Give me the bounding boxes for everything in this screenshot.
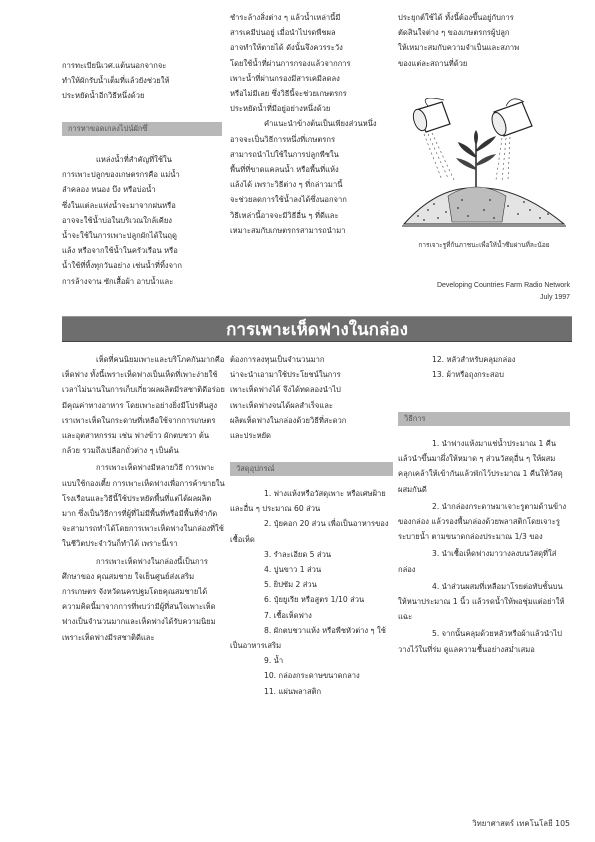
text-line: โดยใช้น้ำที่ผ่านการกรองแล้วจากการ (230, 58, 351, 68)
text-line: ซึ่งในแต่ละแห่งน้ำจะมาจากฝนหรือ (62, 200, 176, 210)
list-item: 5. จากนั้นคลุมด้วยหลัวหรือผ้าแล้วนำไปวางไว้ในที่ร่ม ดูแลความชื้นอย่างสม่ำเสมอ (398, 629, 562, 654)
list-item: 3. รำละเอียด 5 ส่วน (264, 549, 332, 559)
text-line: อาจจะใช้น้ำบ่อในบริเวณใกล้เคียง (62, 215, 172, 225)
text-line: ชำระล้างสิ่งต่าง ๆ แล้วน้ำเหล่านี้มี (230, 13, 341, 22)
article-title-banner (62, 316, 572, 342)
source-credit (398, 280, 570, 304)
list-item: 8. ผักตบชวาแห้ง หรือพืชหัวต่าง ๆ ใช้เป็นอาหารเสริม (230, 625, 386, 651)
bucket-left-icon (411, 98, 450, 132)
list-item: 12. หลัวสำหรับคลุมกล่อง (432, 355, 516, 364)
text-line: คำแนะนำข้างต้นเป็นเพียงส่วนหนึ่ง (264, 119, 377, 129)
text-line: จะช่วยลดการใช้น้ำลงได้ซึ่งนอกจาก (230, 195, 347, 205)
text-line: ประหยัดน้ำที่มีอยู่อย่างหนึ่งด้วย (230, 104, 331, 114)
paragraph: การเพาะเห็ดฟางในกล่องนี้เป็นการศึกษาของ คุณสมชาย ใจเย็นศูนย์ส่งเสริมการเกษตร จังหวัดนครปฐมโดยคุณสมชายได้ความคิดนี้มาจากการที่พบว่ามีผู้ที่สนใจเพาะเห็ดฟางเป็นจำนวนมากและเห็ดฟางได้รับความนิยมเพราะเห็ดฟางมีรสชาติดีและ (62, 556, 216, 642)
list-item: 1. ฟางแห้งหรือวัสดุเพาะ หรือเศษฝ้ายและอื่น ๆ ประมาณ 60 ส่วน (230, 489, 386, 514)
bottom-col3-items (398, 352, 568, 382)
text-line: อาจจะเป็นวิธีการหนึ่งที่เกษตรกร (230, 134, 336, 144)
list-item: 2. ปุ๋ยคอก 20 ส่วน เพื่อเป็นอาหารของเชื้อเห็ด (230, 519, 389, 544)
list-item: 2. นำกล่องกระดาษมาเจาะรูตามด้านข้างของกล่อง แล้วรองพื้นกล่องด้วยพลาสติกโดยเจาะรูระบายน้ำ ตามขนาดกล่องประมาณ 1/3 ของ (398, 501, 567, 542)
method-list (398, 436, 568, 657)
text-line: เพาะน้ำที่ผ่านกรองมีสารเคมีลดลง (230, 73, 340, 83)
text-line: แหล่งน้ำที่สำคัญที่ใช้ใน (96, 155, 172, 164)
text-line: อาจทำให้ตายได้ ดังนั้นจึงควรระวัง (230, 43, 343, 53)
method-heading: วิธีการ (398, 412, 570, 426)
text-line: ประหยัดน้ำอีกวิธีหนึ่งด้วย (62, 91, 145, 101)
text-line: พื้นที่ที่ขาดแคลนน้ำ หรือพื้นที่แห้ง (230, 165, 339, 175)
text-line: สารเคมีปนอยู่ เมื่อนำไปรดพืชผล (230, 28, 336, 38)
plant-icon (456, 130, 496, 194)
materials-heading: วัสดุอุปกรณ์ (230, 462, 393, 476)
text-line: สามารถนำไปใช้ในการปลูกพืชใน (230, 149, 339, 159)
top-col1-intro (62, 58, 225, 104)
paragraph: การเพาะเห็ดฟางมีหลายวิธี การเพาะแบบใช้กองเตี้ย การเพาะเห็ดฟางเพื่อการค้าขายในโรงเรือนและวิธีนี้ใช้ประหยัดพื้นที่แต่ได้ผลผลิตมาก ซึ่งเป็นวิธีการที่ผู้ที่ไม่มีพื้นที่หรือมีพื้นที่จำกัดจะสามารถทำได้โดยการเพาะเห็ดฟางในกล่องที่ใช้ในชีวิตประจำวันก็ทำได้ เพราะนี้เรา (62, 463, 225, 549)
list-item: 7. เชื้อเห็ดฟาง (264, 610, 312, 620)
bottom-col1-body (62, 352, 225, 645)
list-item: 4. นำส่วนผสมที่เหลือมาโรยต่อทับชั้นบนให้หนาประมาณ 1 นิ้ว แล้วรดน้ำให้พอชุ่มแต่อย่าให้แฉะ (398, 581, 565, 622)
list-item: 5. ยิปซัม 2 ส่วน (264, 580, 317, 590)
text-line: การเพาะปลูกของเกษตรกรคือ แม่น้ำ (62, 170, 180, 180)
list-item: 3. นำเชื้อเห็ดฟางมาวางลงบนวัสดุที่ใส่กล่อง (398, 549, 557, 574)
text-line: ให้เหมาะสมกับความจำเป็นและสภาพ (398, 43, 520, 53)
list-item: 9. น้ำ (264, 656, 284, 666)
credit-date: July 1997 (540, 294, 570, 301)
text-line: แล้งได้ เพราะวิธีต่าง ๆ ที่กล่าวมานี้ (230, 180, 343, 190)
text-line: ลำคลอง หนอง บึง หรือบ่อน้ำ (62, 185, 156, 195)
text-line: หรือไม่มีเลย ซึ่งวิธีนี้จะช่วยเกษตรกร (230, 89, 347, 99)
text-line: ผลิตเห็ดฟางในกล่องด้วยวิธีที่สะดวก (230, 415, 347, 425)
water-stream-icon (424, 133, 510, 182)
text-line: เพาะเห็ดฟางได้ จึงได้ทดลองนำไป (230, 385, 341, 395)
text-line: แล้ง หรือจากใช้น้ำในครัวเรือน หรือ (62, 246, 178, 256)
text-line: การล้างจาน ซักเสื้อผ้า อาบน้ำและ (62, 276, 174, 286)
text-line: การทะเบียนิเวศ.แต้นนอกจากจะ (62, 61, 167, 70)
watering-illustration (398, 98, 570, 238)
text-line: วิธีเหล่านี้อาจจะมีวิธีอื่น ๆ ที่ดีและ (230, 210, 339, 220)
top-col3-body (398, 10, 568, 71)
text-line: และประหยัด (230, 431, 271, 441)
list-item: 6. ปุ๋ยยูเรีย หรือสูตร 1/10 ส่วน (264, 595, 365, 605)
text-line: ประยุกต์ใช้ได้ ทั้งนี้ต้องขึ้นอยู่กับการ (398, 13, 514, 22)
list-item: 4. ปูนขาว 1 ส่วน (264, 565, 322, 575)
page-footer: วิทยาศาสตร์ เทคโนโลยี 105 (472, 819, 570, 828)
text-line: เหมาะสมกับเกษตรกรสามารถนำมา (230, 225, 346, 235)
list-item: 13. ผ้าหรือถุงกระสอบ (432, 370, 504, 380)
section-heading-gray: การหาขอดเกลงไปน์ผักซึ่ (62, 122, 222, 136)
text-line: ต้องการลงทุนเป็นจำนวนมาก (230, 355, 325, 364)
list-item: 1. นำฟางแห้งมาแช่น้ำประมาณ 1 คืน แล้วนำขึ้นมาผึ่งให้หมาด ๆ ส่วนวัสดุอื่น ๆ ให้ผสมคลุกเคล้าให้เข้ากันแล้วพักไว้ประมาณ 1 คืนให้วัสดุผสมกันดี (398, 439, 563, 494)
text-line: ตัดสินใจต่าง ๆ ของเกษตรกรผู้ปลูก (398, 28, 510, 38)
paragraph: เห็ดที่คนนิยมเพาะและบริโภคกันมากคือ เห็ดฟาง ทั้งนี้เพราะเห็ดฟางเป็นเห็ดที่เพาะง่ายใช้เวลาไม่นานในการเก็บเกี่ยวผลผลิตมีรสชาติดีอร่อย มีคุณค่าทางอาหาร โดยเพาะอย่างยิ่งมีโปรตีนสูงเราเพาะเห็ดในกระดาษที่เหลือใช้จากการเกษตรและอุตสาหกรรม เช่น ฟางข้าว ผักตบชวา ต้นกล้วย รวมถึงเปลือกถั่วต่าง ๆ เป็นต้น (62, 355, 225, 456)
list-item: 10. กล่องกระดาษขนาดกลาง (264, 671, 360, 681)
bottom-col2-intro (230, 352, 393, 443)
article-title: การเพาะเห็ดฟางในกล่อง (226, 320, 408, 340)
text-line: น้ำจะใช้ในการเพาะปลูกผักได้ในฤดู (62, 231, 177, 241)
text-line: ทำให้ผักรับน้ำเต็มที่แล้วยังช่วยให้ (62, 76, 170, 86)
text-line: เพาะเห็ดฟางจนได้ผลสำเร็จและ (230, 400, 333, 410)
top-col1-body (62, 152, 225, 289)
bucket-right-icon (489, 99, 532, 138)
text-line: น้ำใช้ที่ทิ้งทุกวันอย่าง เช่นน้ำที่ทิ้งจาก (62, 261, 182, 271)
text-line: น่าจะนำเอามาใช้ประโยชน์ในการ (230, 370, 341, 380)
materials-list (230, 486, 393, 699)
top-col2-body (230, 10, 393, 238)
figure-caption: การเจาะรูที่ก้นภาชนะเพื่อให้น้ำซึมผ่านที่ละน้อย (418, 241, 550, 249)
list-item: 11. แผ่นพลาสติก (264, 686, 322, 696)
text-line: ของแต่ละสถานที่ด้วย (398, 58, 468, 68)
credit-source: Developing Countries Farm Radio Network (436, 282, 570, 289)
